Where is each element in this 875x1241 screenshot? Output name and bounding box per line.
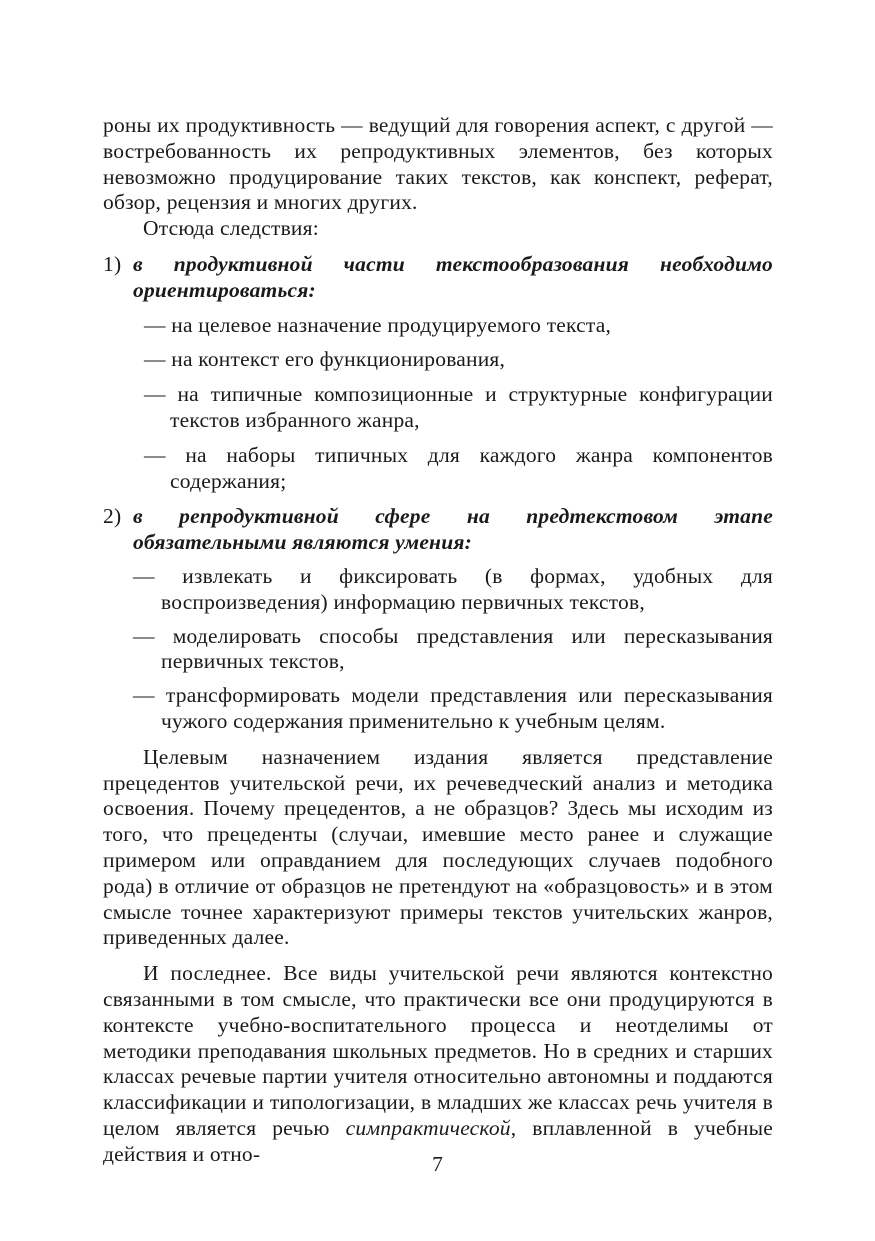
- consequences-intro: Отсюда следствия:: [143, 216, 319, 241]
- page-number: 7: [432, 1152, 443, 1176]
- list-item: — на контекст его функционирования,: [144, 347, 506, 372]
- opening-paragraph: роны их продуктивность — ведущий для говорения аспект, с другой — востребованность их репродуктивных элементов, без которых невозможно продуцирование таких текстов, как конспект, реферат, обзор, рецензия и многих других.: [103, 113, 773, 215]
- final-text-start: И последнее. Все виды учительской речи являются контекстно связанными в том смысле, что практически все они продуцируются в контексте учебно-воспитательного процесса и неотделимы от методики преподавания школьных предметов. Но в средних и старших классах речевые партии учителя относительно автономны и поддаются классификации и типологизации, в младших же классах речь учителя в целом является речью: [103, 961, 773, 1140]
- list-item: — на целевое назначение продуцируемого текста,: [144, 312, 612, 337]
- point-heading: в продуктивной части текстообразования необходимо ориентироваться:: [133, 251, 773, 302]
- final-paragraph: [103, 961, 773, 1167]
- numbered-point-2: [103, 504, 773, 556]
- list-item: — трансформировать модели представления или пересказывания чужого содержания применительно к учебным целям.: [133, 683, 773, 733]
- point-number: 1): [103, 251, 122, 276]
- list-item: — извлекать и фиксировать (в формах, удобных для воспроизведения) информацию первичных текстов,: [133, 563, 773, 614]
- purpose-paragraph: Целевым назначением издания является представление прецедентов учительской речи, их речеведческий анализ и методика освоения. Почему прецедентов, а не образцов? Здесь мы исходим из того, что прецеденты (случаи, имевшие место ранее и служащие примером или оправданием для последующих случаев подобного рода) в отличие от образцов не претендуют на «образцовость» и в этом смысле точнее характеризуют примеры текстов учительских жанров, приведенных далее.: [103, 744, 773, 950]
- emphasis-term: симпрактической: [345, 1115, 511, 1140]
- numbered-point-1: [103, 252, 773, 304]
- list-item: — моделировать способы представления или пересказывания первичных текстов,: [133, 623, 773, 674]
- page-text: [103, 113, 773, 1167]
- list-item: — на наборы типичных для каждого жанра компонентов содержания;: [144, 442, 773, 493]
- point-number: 2): [103, 504, 122, 529]
- point-heading: в репродуктивной сфере на предтекстовом этапе обязательными являются умения:: [133, 504, 773, 555]
- final-text-end: , вплавленной в учебные действия и отно-: [103, 1115, 773, 1166]
- list-item: — на типичные композиционные и структурные конфигурации текстов избранного жанра,: [144, 382, 773, 432]
